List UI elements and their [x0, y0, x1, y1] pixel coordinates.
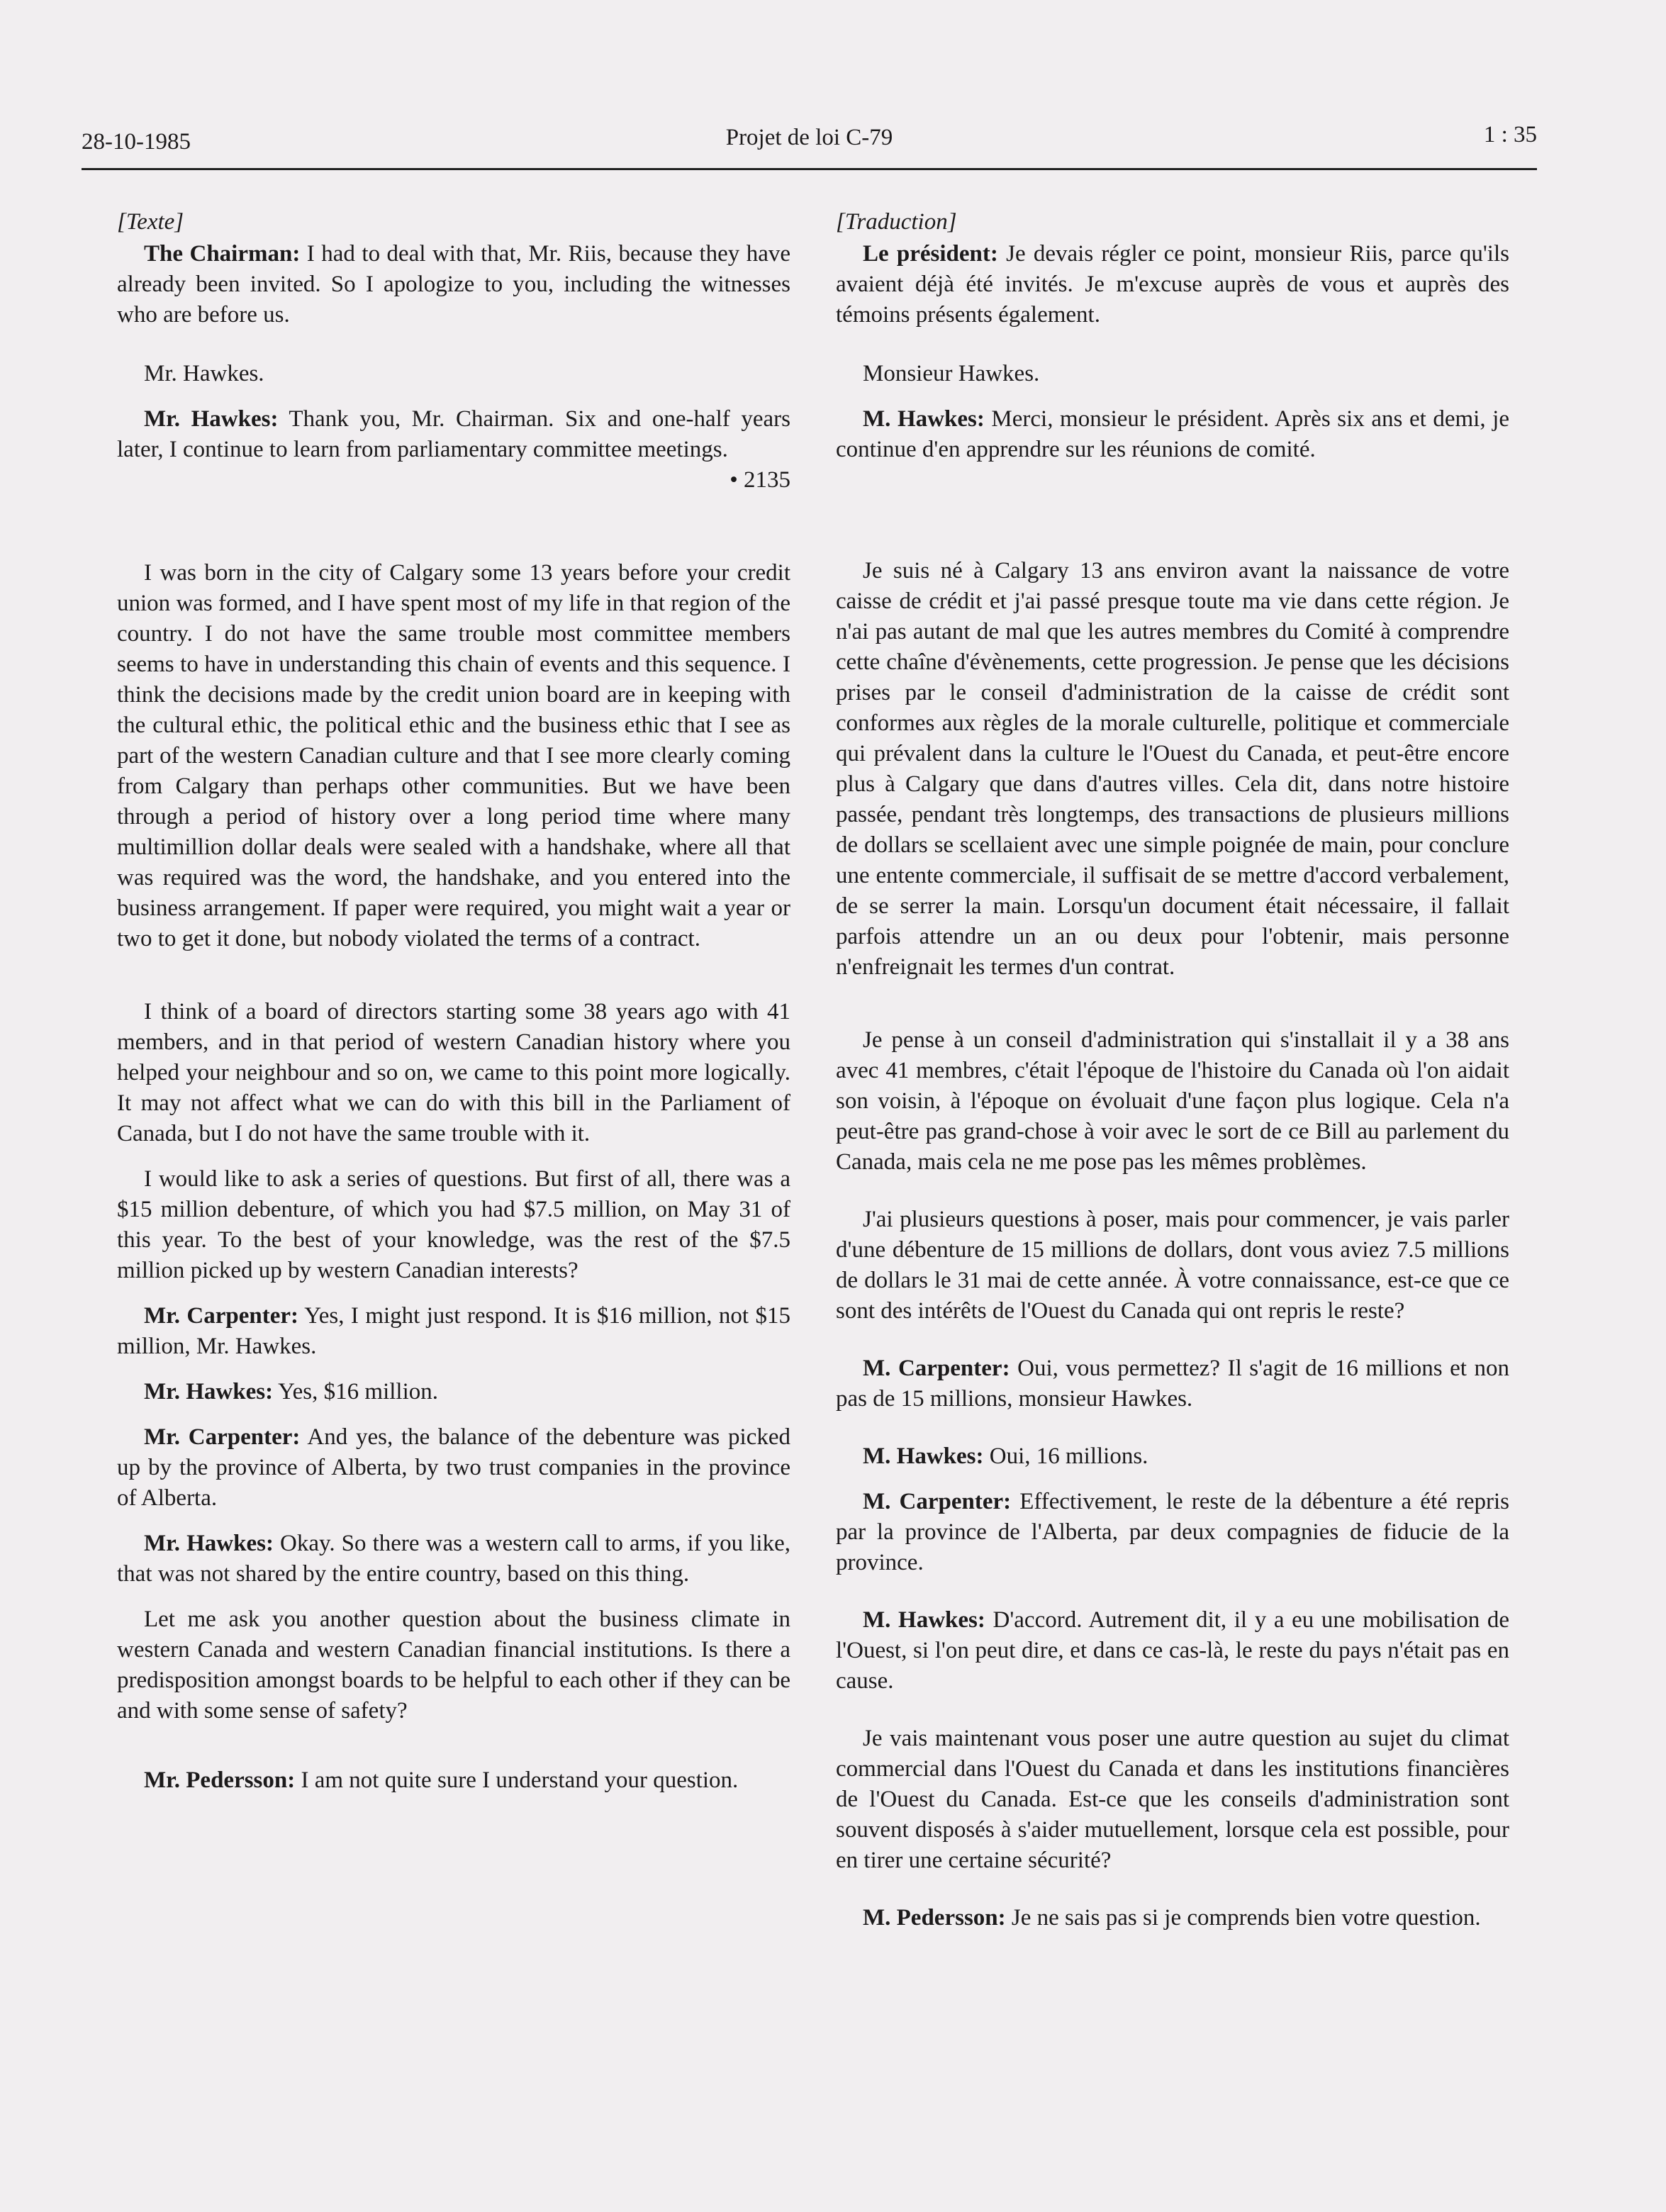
paragraph: J'ai plusieurs questions à poser, mais pour commencer, je vais parler d'une débenture de 15 millions de dollars, dont vous aviez 7.5 millions de dollars le 31 mai de cette année. À votre connaissance, est-ce que ce sont des intérêts de l'Ouest du Canada qui ont repris le reste?: [836, 1207, 1509, 1324]
paragraph: [117, 1529, 790, 1590]
paragraph: Je pense à un conseil d'administration qui s'installait il y a 38 ans avec 41 membres, c'était l'époque de l'histoire du Canada où l'on aidait son voisin, à l'époque on évoluait d'une façon plus logique. Cela n'a peut-être pas grand-chose à voir avec le sort de ce Bill au parlement du Canada, mais cela ne me pose pas les mêmes problèmes.: [836, 1027, 1509, 1175]
speaker-name: M. Hawkes:: [863, 406, 985, 432]
english-column: [117, 207, 790, 1796]
speaker-name: M. Pedersson:: [863, 1905, 1006, 1931]
speech-text: And yes, the balance of the debenture was picked up by the province of Alberta, by two trust companies in the province of Alberta.: [117, 1424, 790, 1511]
speech-text: Je ne sais pas si je comprends bien votre question.: [1005, 1905, 1481, 1931]
speech-text: I am not quite sure I understand your question.: [295, 1767, 739, 1793]
time-marker: • 2135: [729, 467, 790, 493]
speech-text: Oui, vous permettez? Il s'agit de 16 millions et non pas de 15 millions, monsieur Hawkes.: [836, 1356, 1509, 1412]
paragraph: [836, 1487, 1509, 1578]
section-label: [Traduction]: [836, 209, 957, 235]
page-header: [82, 119, 1537, 162]
paragraph: Je suis né à Calgary 13 ans environ avant la naissance de votre caisse de crédit et j'ai passé presque toute ma vie dans cette région. Je n'ai pas autant de mal que les autres membres du Comité à comprendre cette chaîne d'évènements, cette progression. Je pense que les décisions prises par le conseil d'administration de la caisse de crédit sont conformes aux règles de la morale culturelle, politique et commerciale qui prévalent dans la culture le l'Ouest du Canada, et peut-être encore plus à Calgary que dans d'autres villes. Cela dit, dans notre histoire passée, pendant très longtemps, des transactions de plusieurs millions de dollars se scellaient avec une simple poignée de main, pour conclure une entente commerciale, il suffisait de se mettre d'accord verbalement, de se serrer la main. Lorsqu'un document était nécessaire, il fallait parfois attendre un an ou deux pour l'obtenir, mais personne n'enfreignait les termes d'un contrat.: [836, 558, 1509, 980]
speech-text: Merci, monsieur le président. Après six ans et demi, je continue d'en apprendre sur les réunions de comité.: [836, 406, 1509, 462]
french-column: [836, 207, 1509, 1933]
speech-text: Effectivement, le reste de la débenture a été repris par la province de l'Alberta, par deux compagnies de fiducie de la province.: [836, 1489, 1509, 1575]
speech-text: Oui, 16 millions.: [983, 1443, 1148, 1469]
speaker-name: Mr. Carpenter:: [144, 1303, 299, 1329]
speech-text: Okay. So there was a western call to arms, if you like, that was not shared by the entire country, based on this thing.: [117, 1531, 790, 1587]
paragraph: [117, 404, 790, 465]
paragraph: Mr. Hawkes.: [144, 361, 264, 386]
paragraph: I think of a board of directors starting some 38 years ago with 41 members, and in that period of western Canadian history where you helped your neighbour and so on, we came to this point more logically. It may not affect what we can do with this bill in the Parliament of Canada, but I do not have the same trouble with it.: [117, 999, 790, 1146]
section-label: [Texte]: [117, 209, 184, 235]
paragraph: Monsieur Hawkes.: [863, 361, 1040, 386]
speaker-name: Le président:: [863, 241, 998, 267]
speech-text: I had to deal with that, Mr. Riis, because they have already been invited. So I apologize to you, including the witnesses who are before us.: [117, 241, 790, 328]
speaker-name: M. Carpenter:: [863, 1356, 1010, 1381]
paragraph: Let me ask you another question about the business climate in western Canada and western Canadian financial institutions. Is there a predisposition amongst boards to be helpful to each other if they can be and with some sense of safety?: [117, 1607, 790, 1724]
speech-text: Thank you, Mr. Chairman. Six and one-half years later, I continue to learn from parliamentary committee meetings.: [117, 406, 790, 462]
paragraph: [117, 1765, 790, 1796]
header-date: 28-10-1985: [82, 129, 191, 155]
speech-text: Yes, $16 million.: [273, 1379, 438, 1404]
speaker-name: M. Hawkes:: [863, 1443, 984, 1469]
paragraph: [117, 1377, 790, 1407]
speaker-name: M. Carpenter:: [863, 1489, 1012, 1514]
paragraph: [117, 239, 790, 330]
page-number: 1 : 35: [1483, 122, 1537, 147]
paragraph: [836, 404, 1509, 465]
paragraph: I would like to ask a series of questions. But first of all, there was a $15 million debenture, of which you had $7.5 million, on May 31 of this year. To the best of your knowledge, was the rest of the $7.5 million picked up by western Canadian interests?: [117, 1166, 790, 1283]
paragraph: [836, 239, 1509, 330]
paragraph: [836, 1441, 1509, 1472]
speaker-name: Mr. Hawkes:: [144, 1379, 274, 1404]
header-title: Projet de loi C-79: [725, 125, 893, 150]
speaker-name: M. Hawkes:: [863, 1607, 985, 1633]
header-rule: [82, 168, 1537, 170]
speaker-name: Mr. Pedersson:: [144, 1767, 296, 1793]
paragraph: [117, 1301, 790, 1362]
speech-text: Yes, I might just respond. It is $16 million, not $15 million, Mr. Hawkes.: [117, 1303, 791, 1359]
speech-text: D'accord. Autrement dit, il y a eu une mobilisation de l'Ouest, si l'on peut dire, et dans ce cas-là, le reste du pays n'était pas en cause.: [836, 1607, 1509, 1694]
speaker-name: The Chairman:: [144, 241, 301, 267]
speaker-name: Mr. Carpenter:: [144, 1424, 301, 1450]
paragraph: I was born in the city of Calgary some 13 years before your credit union was formed, and I have spent most of my life in that region of the country. I do not have the same trouble most committee members seems to have in understanding this chain of events and this sequence. I think the decisions made by the credit union board are in keeping with the cultural ethic, the political ethic and the business ethic that I see as part of the western Canadian culture and that I see more clearly coming from Calgary than perhaps other communities. But we have been through a period of history over a long period time where many multimillion dollar deals were sealed with a handshake, where all that was required was the word, the handshake, and you entered into the business arrangement. If paper were required, you might wait a year or two to get it done, but nobody violated the terms of a contract.: [117, 560, 790, 951]
speaker-name: Mr. Hawkes:: [144, 406, 279, 432]
paragraph: [117, 1422, 790, 1514]
paragraph: [836, 1353, 1509, 1414]
paragraph: [836, 1605, 1509, 1697]
paragraph: Je vais maintenant vous poser une autre question au sujet du climat commercial dans l'Ouest du Canada et dans les institutions financières de l'Ouest du Canada. Est-ce que les conseils d'administration sont souvent disposés à s'aider mutuellement, lorsque cela est possible, pour en tirer une certaine sécurité?: [836, 1726, 1509, 1873]
speech-text: Je devais régler ce point, monsieur Riis, parce qu'ils avaient déjà été invités. Je m'excuse auprès de vous et auprès des témoins présents également.: [836, 241, 1509, 328]
speaker-name: Mr. Hawkes:: [144, 1531, 274, 1556]
paragraph: [836, 1903, 1509, 1933]
